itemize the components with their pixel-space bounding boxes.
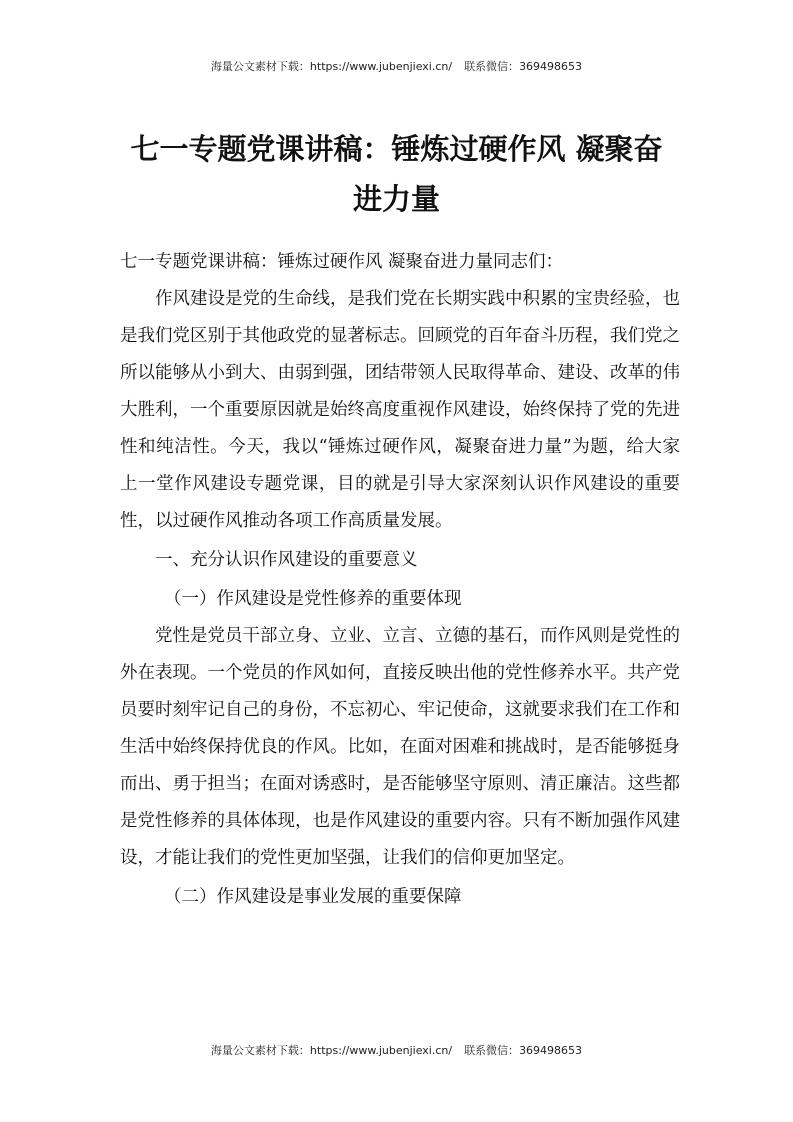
document-body (120, 244, 680, 916)
page-header (0, 58, 793, 74)
footer-wechat-id: 369498653 (519, 1044, 583, 1057)
subsection-heading-2: （二）作风建设是事业发展的重要保障 (164, 887, 462, 907)
title-line-2: 进力量 (352, 182, 440, 216)
header-contact-label: 联系微信： (464, 60, 520, 73)
document-title (100, 124, 693, 224)
footer-download-label: 海量公文素材下载： (210, 1044, 310, 1057)
footer-url-link[interactable]: https://www.jubenjiexi.cn/ (309, 1044, 453, 1057)
header-wechat-id: 369498653 (519, 60, 583, 73)
paragraph-1: 作风建设是党的生命线，是我们党在长期实践中积累的宝贵经验，也是我们党区别于其他政党的显著标志。回顾党的百年奋斗历程，我们党之所以能够从小到大、由弱到强，团结带领人民取得革命、建设、改革的伟大胜利，一个重要原因就是始终高度重视作风建设，始终保持了党的先进性和纯洁性。今天，我以“锤炼过硬作风，凝聚奋进力量”为题，给大家上一堂作风建设专题党课，目的就是引导大家深刻认识作风建设的重要性，以过硬作风推动各项工作高质量发展。 (120, 289, 680, 531)
page-footer (0, 1042, 793, 1058)
header-download-label: 海量公文素材下载： (210, 60, 310, 73)
section-heading-1: 一、充分认识作风建设的重要意义 (155, 550, 418, 570)
footer-contact-label: 联系微信： (464, 1044, 520, 1057)
paragraph-2: 党性是党员干部立身、立业、立言、立德的基石，而作风则是党性的外在表现。一个党员的作风如何，直接反映出他的党性修养水平。共产党员要时刻牢记自己的身份，不忘初心、牢记使命，这就要求我们在工作和生活中始终保持优良的作风。比如，在面对困难和挑战时，是否能够挺身而出、勇于担当；在面对诱惑时，是否能够坚守原则、清正廉洁。这些都是党性修养的具体体现，也是作风建设的重要内容。只有不断加强作风建设，才能让我们的党性更加坚强，让我们的信仰更加坚定。 (120, 626, 680, 868)
subsection-heading-1: （一）作风建设是党性修养的重要体现 (164, 589, 462, 609)
header-url-link[interactable]: https://www.jubenjiexi.cn/ (309, 60, 453, 73)
title-line-1: 七一专题党课讲稿：锤炼过硬作风 凝聚奋 (130, 132, 663, 166)
intro-line: 七一专题党课讲稿：锤炼过硬作风 凝聚奋进力量同志们： (120, 252, 564, 272)
